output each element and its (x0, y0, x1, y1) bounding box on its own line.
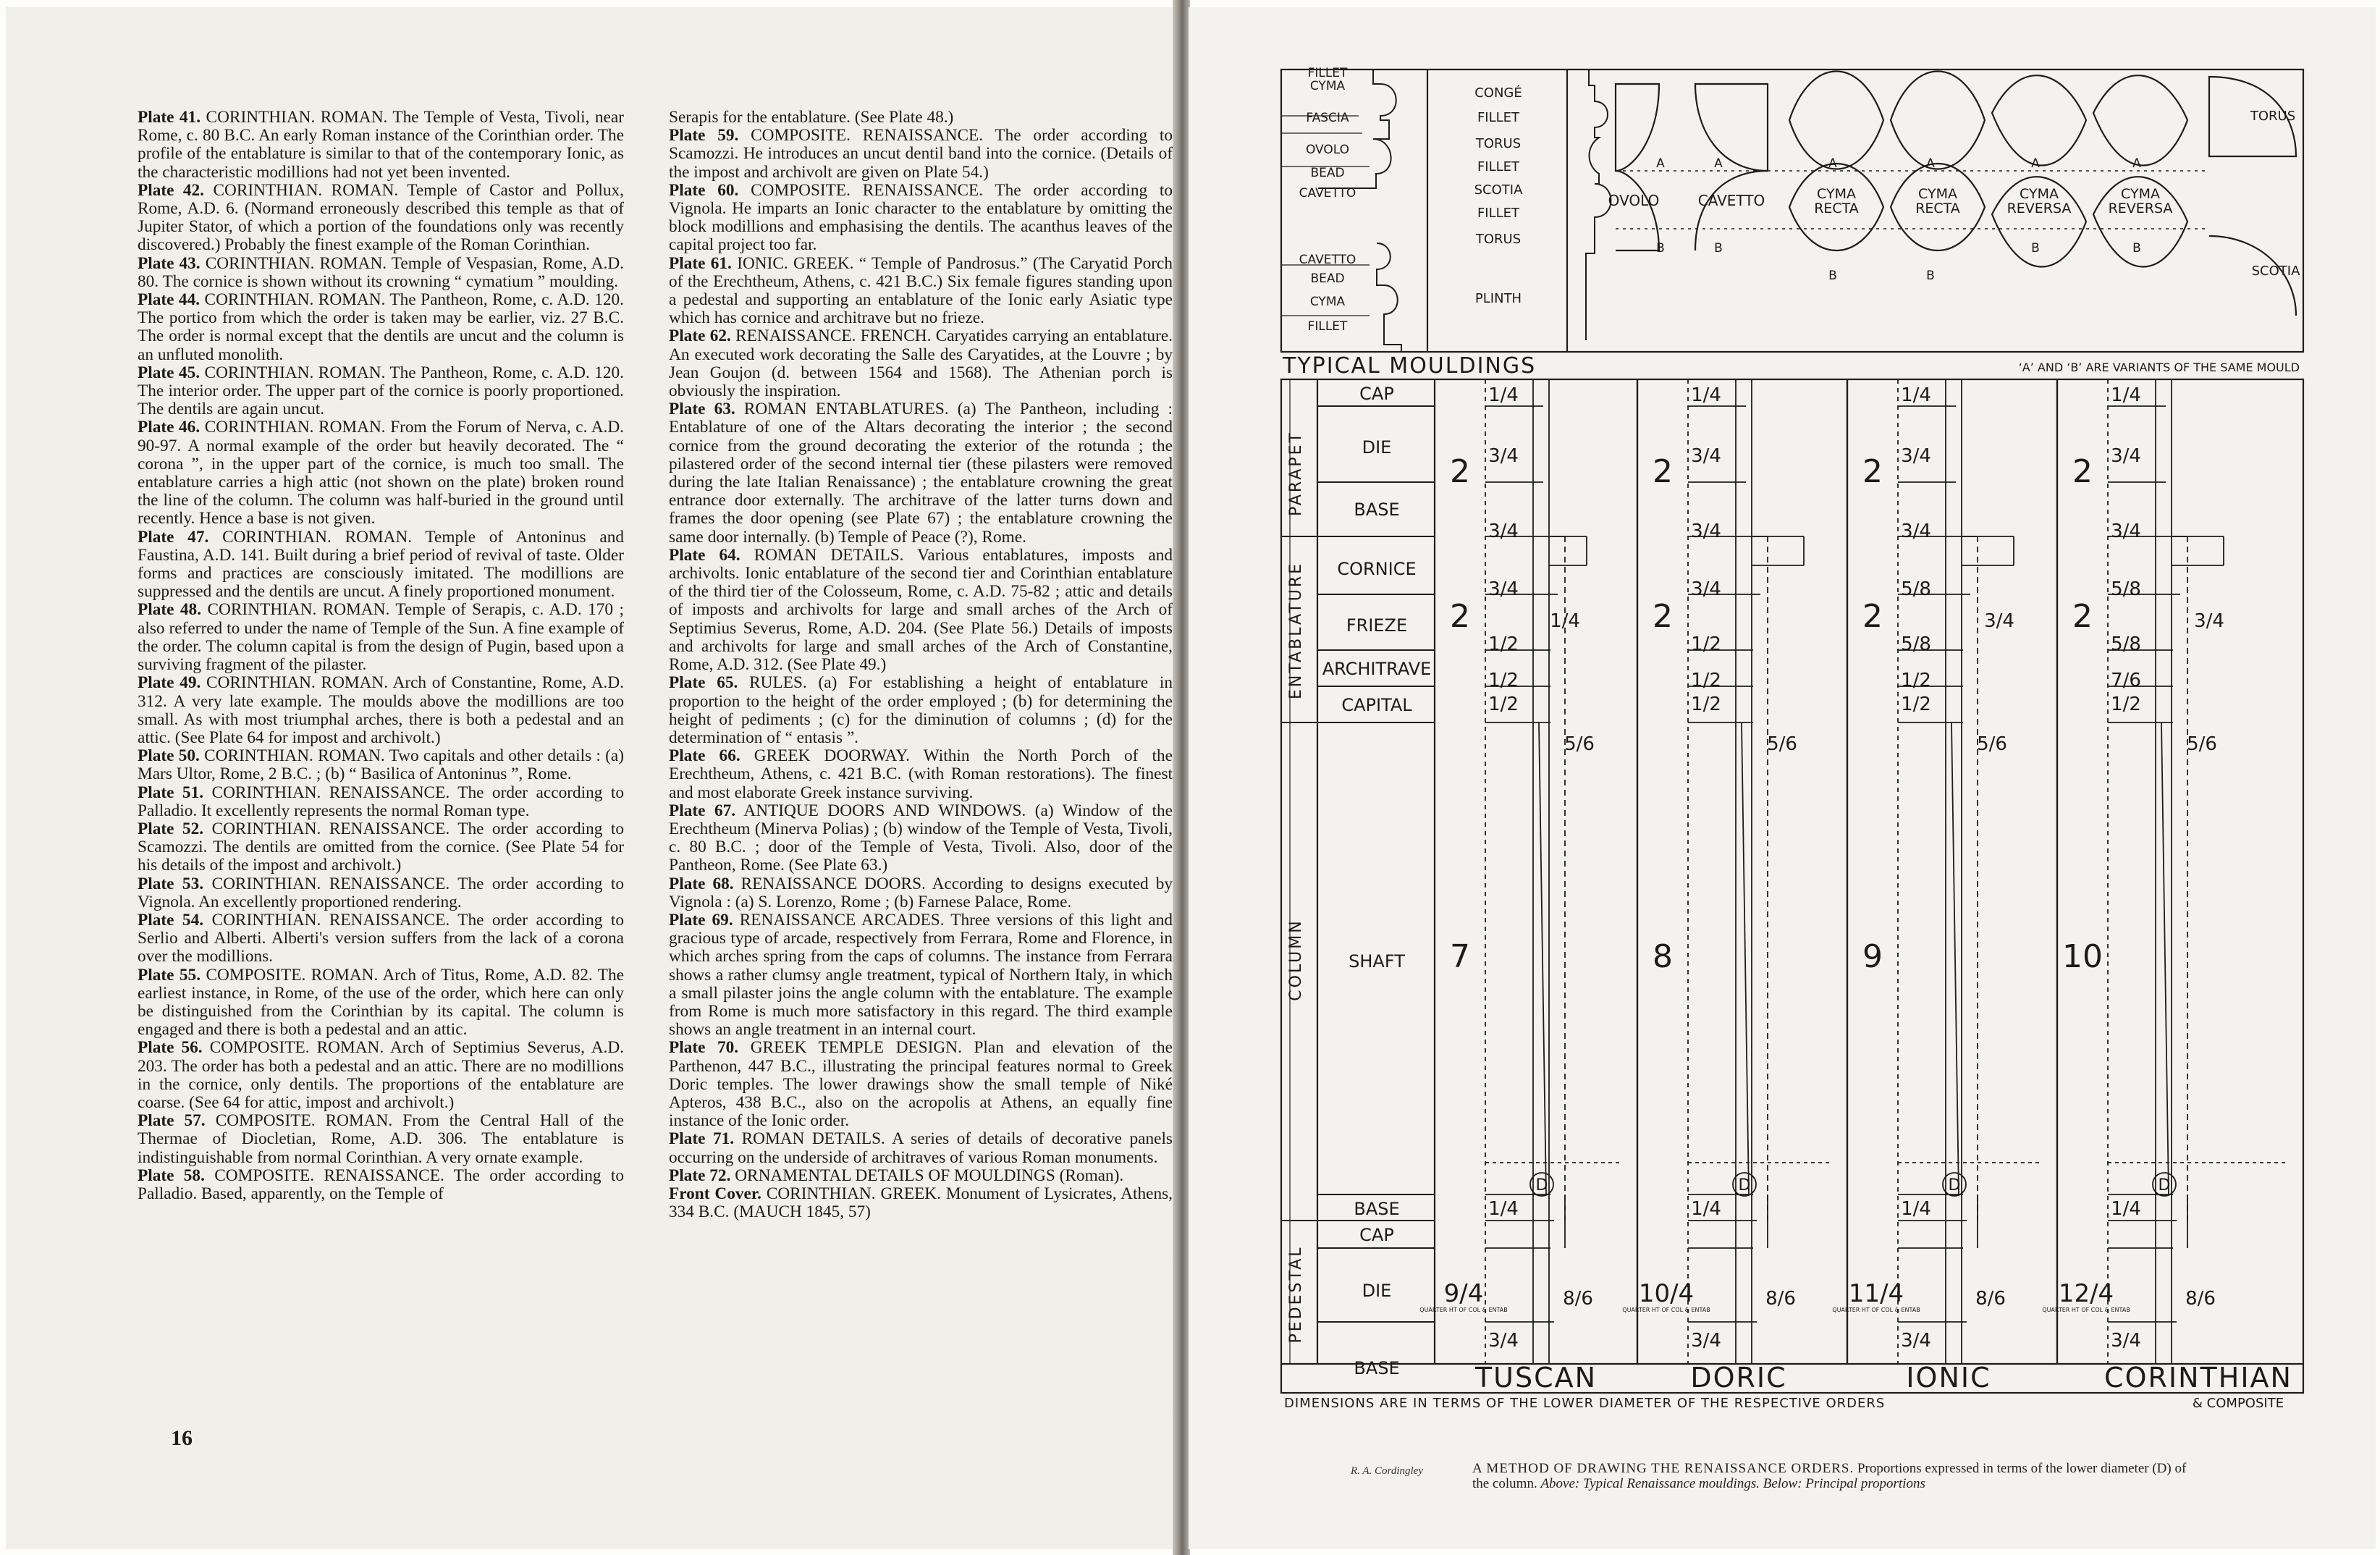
shaft-value: 9 (1862, 938, 1883, 975)
plate-entry (138, 784, 624, 820)
proportion-mark: 1/2 (1901, 694, 1931, 715)
plate-label: Plate 57. (138, 1111, 206, 1131)
entablature-total-value: 2 (1653, 598, 1673, 635)
plate-label: Plate 45. (138, 363, 201, 382)
pedestal-projection-mark: 8/6 (1975, 1288, 2006, 1310)
order-name: DORIC (1690, 1362, 1787, 1394)
plate-description: COMPOSITE. RENAISSANCE. The order according to Palladio. Based, apparently, on the Temple of (138, 1166, 625, 1203)
moulding-profile-label: CYMA (1918, 186, 1957, 202)
moulding-label: FILLET (1307, 66, 1348, 80)
proportion-mark: 3/4 (1691, 445, 1721, 467)
base-moulding-label: FILLET (1477, 159, 1520, 174)
plate-entry (669, 127, 1173, 182)
plate-description: COMPOSITE. ROMAN. Arch of Septimius Severus, A.D. 203. The order has both a pedestal and an attic. There are no modillions in the cornice, only dentils. The proportions of the entablature are coarse. (See 64 for attic, impost and archivolt.) (138, 1038, 624, 1112)
plate-label: Plate 50. (138, 746, 200, 766)
plate-credit: R. A. Cordingley (1351, 1465, 1423, 1477)
variant-a-label: A (1926, 156, 1935, 171)
plate-description: GREEK TEMPLE DESIGN. Plan and elevation of the Parthenon, 447 B.C., illustrating the principal features normal to Greek Doric temples. The lower drawings show the small temple of Niké Apteros, 438 B.C., also on the acropolis at Athens, an equally fine instance of the Ionic order. (669, 1038, 1173, 1131)
proportion-mark: 5/8 (1901, 633, 1931, 655)
plate-description: CORINTHIAN. RENAISSANCE. The order according to Serlio and Alberti. Alberti's version suffers from the lack of a corona over the modillions. (138, 910, 625, 966)
plate-label: Plate 47. (138, 527, 209, 547)
parapet-die-value: 2 (2072, 453, 2093, 490)
variant-b-label: B (2031, 241, 2040, 256)
plate-label: Plate 71. (669, 1129, 735, 1149)
plate-label: Plate 54. (138, 910, 204, 930)
variant-a-label: A (1656, 156, 1665, 171)
plate-entry (138, 820, 624, 875)
plate-description: ANTIQUE DOORS AND WINDOWS. (a) Window of the Erechtheum (Minerva Polias) ; (b) window of the Temple of Vesta, Tivoli, c. 80 B.C. ; door of the Temple of Vesta, Tivoli. Also, door of the Pantheon, Rome. (See Plate 63.) (669, 801, 1173, 875)
order-row-label: CAP (1359, 1225, 1394, 1245)
plate-entry (669, 182, 1173, 255)
proportion-mark: 3/4 (1488, 445, 1519, 467)
plate-label: Plate 69. (669, 910, 733, 930)
proportion-mark: 3/4 (1901, 521, 1931, 542)
plate-label: Plate 59. (669, 126, 739, 146)
projection-mark: 5/6 (2187, 733, 2217, 755)
variant-b-label: B (1926, 269, 1935, 283)
plate-label: Plate 51. (138, 783, 204, 802)
plate-entry (669, 674, 1173, 747)
plate-description: CORINTHIAN. RENAISSANCE. The order according to Palladio. It excellently represents the normal Roman type. (138, 783, 625, 820)
plate-entry (138, 747, 624, 783)
plate-entry (138, 966, 624, 1040)
pedestal-projection-mark: 8/6 (1765, 1288, 1796, 1310)
proportion-mark: 1/2 (1488, 694, 1519, 715)
proportion-mark: 3/4 (1901, 445, 1931, 467)
order-row-label: BASE (1354, 500, 1400, 520)
plate-description: COMPOSITE. RENAISSANCE. The order according to Scamozzi. He introduces an uncut dentil band into the cornice. (Details of the impost and archivolt are given on Plate 54.) (669, 126, 1173, 182)
variant-a-label: A (1828, 156, 1837, 171)
moulding-label: FASCIA (1306, 111, 1349, 125)
frieze-projection-mark: 1/4 (1550, 610, 1580, 632)
proportion-mark: 1/4 (1901, 384, 1931, 406)
quarter-note: QUARTER HT OF COL & ENTAB (1622, 1307, 1710, 1313)
order-name: CORINTHIAN (2104, 1362, 2292, 1394)
plate-description: CORINTHIAN. ROMAN. The Pantheon, Rome, c. A.D. 120. The portico from which the order is taken may be earlier, viz. 27 B.C. The order is normal except that the dentils are uncut and the column is an unfluted monolith. (138, 290, 624, 364)
plate-label: Front Cover. (669, 1184, 761, 1203)
plate-label: Plate 62. (669, 326, 731, 346)
proportion-mark: 3/4 (1488, 521, 1519, 542)
plate-label: Plate 63. (669, 400, 735, 419)
plate-label: Plate 66. (669, 746, 740, 766)
proportion-mark: 1/2 (1901, 670, 1931, 691)
order-row-label: CAPITAL (1341, 695, 1412, 715)
proportion-mark: 5/8 (2111, 633, 2141, 655)
proportion-mark: 1/2 (1691, 633, 1721, 655)
proportion-mark: 1/2 (2111, 694, 2141, 715)
projection-mark: 5/6 (1977, 733, 2007, 755)
plate-entry (138, 1039, 624, 1112)
composite-note: & COMPOSITE (2192, 1396, 2284, 1411)
diameter-symbol: D (1948, 1176, 1961, 1194)
variant-b-label: B (1656, 241, 1665, 256)
plate-entry (669, 1039, 1173, 1130)
plate-label: Plate 48. (138, 600, 202, 620)
text-column-1 (138, 109, 624, 1203)
plate-label: Plate 53. (138, 874, 204, 893)
proportion-mark: 5/8 (2111, 578, 2141, 600)
caption-text: Proportions expressed in terms of the lower diameter (D) of the column. (1472, 1461, 2187, 1491)
text-column-2 (669, 109, 1173, 1221)
proportion-mark: 3/4 (1488, 1330, 1519, 1352)
entablature-total-value: 2 (1450, 598, 1470, 635)
moulding-profile-label: CYMA (2020, 186, 2059, 202)
plate-entry (669, 747, 1173, 802)
plate-entry (138, 418, 624, 528)
plate-label: Plate 61. (669, 253, 732, 273)
pedestal-value: 10/4 (1638, 1279, 1695, 1308)
moulding-profile-label: CYMA (1817, 186, 1856, 202)
plate-label: Plate 41. (138, 108, 201, 127)
pedestal-projection-mark: 8/6 (2185, 1288, 2216, 1310)
pedestal-value: 9/4 (1443, 1279, 1484, 1308)
shaft-value: 7 (1450, 938, 1470, 975)
construction-line (2158, 722, 2171, 1194)
plate-description: CORINTHIAN. ROMAN. Two capitals and other details : (a) Mars Ultor, Rome, 2 B.C. ; (b) “ Basilica of Antoninus ”, Rome. (138, 746, 624, 784)
plate-description: ROMAN ENTABLATURES. (a) The Pantheon, including : Entablature of one of the Altars decorating the interior ; the second cornice from the ground decorating the exterior of the rotunda ; the pilastered order of the second internal tier (these pilasters were removed during the late Italian Renaissance) ; the entablature crowning the great entrance door externally. The architrave of the latter turns down and frames the door opening (see Plate 67) ; the entablature crowning the same door internally. (b) Temple of Peace (?), Rome. (669, 400, 1173, 547)
plate-label: Plate 60. (669, 180, 739, 200)
variant-a-label: A (2132, 156, 2141, 171)
plate-description: RENAISSANCE ARCADES. Three versions of this light and gracious type of arcade, respectively from Ferrara, Rome and Florence, in which arches spring from the caps of columns. The instance from Ferrara shows a rather clumsy angle treatment, typical of Northern Italy, in which a small pilaster joins the angle column with the entablature. The example from Rome is much more satisfactory in this regard. The third example shows an angle treatment in an internal court. (669, 910, 1173, 1040)
proportion-mark: 1/4 (1488, 1198, 1519, 1220)
frieze-projection-mark: 3/4 (1984, 610, 2014, 632)
moulding-profile-label: CYMA (2121, 186, 2160, 202)
quarter-note: QUARTER HT OF COL & ENTAB (1419, 1307, 1508, 1313)
plate-description: IONIC. GREEK. “ Temple of Pandrosus.” (The Caryatid Porch of the Erechtheum, Athens, c. 421 B.C.) Six female figures standing upon a pedestal and supporting an entablature of the Ionic early Asiatic type which has cornice and architrave but no frieze. (669, 253, 1173, 328)
plate-description: RULES. (a) For establishing a height of entablature in proportion to the height of the order employed ; (b) for determining the height of pediments ; (c) for the diminution of columns ; (d) for the determination of “ entasis ”. (669, 673, 1173, 747)
order-row-label: CORNICE (1337, 559, 1417, 579)
base-moulding-label: TORUS (1475, 232, 1522, 247)
base-moulding-label: TORUS (1475, 136, 1522, 151)
mouldings-title: TYPICAL MOULDINGS (1283, 353, 1537, 379)
order-row-label: ARCHITRAVE (1322, 659, 1432, 679)
base-moulding-label: FILLET (1477, 206, 1520, 221)
plate-label: Plate 70. (669, 1038, 739, 1058)
plate-entry (138, 875, 624, 911)
projection-mark: 5/6 (1767, 733, 1797, 755)
order-name: IONIC (1906, 1362, 1991, 1394)
plate-description: CORINTHIAN. RENAISSANCE. The order according to Scamozzi. The dentils are omitted from the cornice. (See Plate 54 for his details of the impost and archivolt.) (138, 819, 625, 875)
plate-label: Plate 52. (138, 819, 204, 838)
moulding-label: OVOLO (1305, 143, 1350, 157)
proportion-mark: 1/4 (2111, 384, 2141, 406)
moulding-label: CYMA (1309, 295, 1346, 309)
parapet-die-value: 2 (1862, 453, 1883, 490)
plate-description: COMPOSITE. ROMAN. From the Central Hall of the Thermae of Diocletian, Rome, A.D. 306. The entablature is indistinguishable from normal Corinthian. A very ornate example. (138, 1111, 624, 1167)
quarter-note: QUARTER HT OF COL & ENTAB (2042, 1307, 2130, 1313)
shaft-value: 8 (1653, 938, 1673, 975)
plate-description: ROMAN DETAILS. A series of details of decorative panels occurring on the underside of architraves of various Roman monuments. (669, 1129, 1173, 1167)
base-moulding-label: FILLET (1477, 110, 1520, 125)
order-row-label: BASE (1354, 1358, 1400, 1378)
proportion-mark: 3/4 (2111, 445, 2141, 467)
moulding-profile-label: CAVETTO (1697, 192, 1765, 209)
proportion-mark: 1/4 (1691, 1198, 1721, 1220)
proportion-mark: 1/4 (1488, 384, 1519, 406)
frieze-projection-mark: 3/4 (2194, 610, 2224, 632)
construction-line (1539, 722, 1546, 1194)
moulding-label: FILLET (1307, 319, 1348, 334)
plate-entry (138, 528, 624, 602)
variant-a-label: A (1714, 156, 1723, 171)
dimensions-note: DIMENSIONS ARE IN TERMS OF THE LOWER DIAMETER OF THE RESPECTIVE ORDERS (1284, 1396, 1886, 1411)
proportion-mark: 1/2 (1488, 670, 1519, 691)
variant-b-label: B (1828, 269, 1837, 283)
plate-entry (669, 1185, 1173, 1221)
plate-entry (138, 364, 624, 419)
plate-label: Plate 56. (138, 1038, 203, 1058)
pedestal-value: 11/4 (1848, 1279, 1904, 1308)
plate-description: CORINTHIAN. ROMAN. Temple of Castor and Pollux, Rome, A.D. 6. (Normand erroneously described this temple as that of Jupiter Stator, of which a portion of the foundations only was recently discovered.) Probably the finest example of the Roman Corinthian. (138, 180, 624, 255)
order-group-label: PEDESTAL (1287, 1245, 1305, 1344)
shaft-value: 10 (2062, 938, 2103, 975)
order-row-label: CAP (1359, 384, 1394, 404)
proportion-mark: 1/4 (2111, 1198, 2141, 1220)
proportion-mark: 3/4 (1691, 578, 1721, 600)
plate-entry (138, 182, 624, 255)
proportion-mark: 1/4 (1691, 384, 1721, 406)
plate-description: CORINTHIAN. ROMAN. Temple of Serapis, c. A.D. 170 ; also referred to under the name of Temple of the Sun. A fine example of the order. The column capital is from the design of Pugin, based upon a surviving fragment of the pilaster. (138, 600, 624, 675)
pedestal-projection-mark: 8/6 (1563, 1288, 1593, 1310)
plate-entry (138, 1167, 624, 1203)
proportion-mark: 3/4 (1488, 578, 1519, 600)
proportion-mark: 1/2 (1488, 633, 1519, 655)
proportion-mark: 1/4 (1901, 1198, 1931, 1220)
plate-entry (669, 547, 1173, 674)
order-row-label: FRIEZE (1346, 615, 1408, 636)
plate-description: CORINTHIAN. GREEK. Monument of Lysicrates, Athens, 334 B.C. (MAUCH 1845, 57) (669, 1184, 1173, 1222)
diameter-symbol: D (1535, 1176, 1548, 1194)
plate-label: Plate 55. (138, 965, 201, 985)
entablature-total-value: 2 (1862, 598, 1883, 635)
quarter-note: QUARTER HT OF COL & ENTAB (1832, 1307, 1920, 1313)
plate-label: Plate 72. (669, 1166, 731, 1185)
plate-entry (669, 109, 1173, 127)
proportion-mark: 3/4 (2111, 521, 2141, 542)
proportion-mark: 3/4 (1691, 521, 1721, 542)
plate-entry (669, 1167, 1173, 1185)
plate-description: RENAISSANCE. FRENCH. Caryatides carrying an entablature. An executed work decorating the Salle des Caryatides, at the Louvre ; by Jean Goujon (d. between 1564 and 1568). The Athenian porch is obviously the inspiration. (669, 326, 1173, 401)
plate-entry (669, 1130, 1173, 1166)
parapet-die-value: 2 (1653, 453, 1673, 490)
plate-description: CORINTHIAN. ROMAN. From the Forum of Nerva, c. A.D. 90-97. A normal example of the order but heavily decorated. The “ corona ”, in the upper part of the cornice, is much too small. The entablature carries a high attic (not shown on the plate) broken round the line of the column. The column was half-buried in the ground until recently. Hence a base is not given. (138, 418, 625, 528)
base-moulding-label: SCOTIA (1474, 182, 1523, 198)
order-row-label: SHAFT (1349, 951, 1405, 972)
plate-entry (669, 802, 1173, 875)
order-row-label: DIE (1362, 437, 1392, 458)
plate-description: Serapis for the entablature. (See Plate 48.) (669, 108, 954, 127)
moulding-label: CYMA (1309, 79, 1346, 93)
plate-description: GREEK DOORWAY. Within the North Porch of the Erechtheum, Athens, c. 421 B.C. (with Roman restorations). The finest and most elaborate Greek instance surviving. (669, 746, 1173, 802)
proportion-mark: 3/4 (2111, 1330, 2141, 1352)
order-group-label: ENTABLATURE (1287, 561, 1305, 700)
proportion-mark: 1/2 (1691, 670, 1721, 691)
moulding-profile-label: RECTA (1814, 201, 1859, 216)
plate-entry (669, 875, 1173, 911)
plate-label: Plate 49. (138, 673, 201, 693)
proportion-mark: 1/2 (1691, 694, 1721, 715)
plate-description: CORINTHIAN. ROMAN. The Pantheon, Rome, c. A.D. 120. The interior order. The upper part of the cornice is poorly proportioned. The dentils are again uncut. (138, 363, 624, 419)
moulding-label: CAVETTO (1299, 186, 1356, 201)
moulding-label: BEAD (1310, 271, 1345, 286)
plate-label: Plate 42. (138, 180, 205, 200)
moulding-profile-label: REVERSA (2108, 201, 2173, 216)
moulding-label: CAVETTO (1299, 253, 1356, 267)
caption-above: Above: Typical Renaissance mouldings. (1540, 1476, 1760, 1491)
pedestal-value: 12/4 (2058, 1279, 2114, 1308)
plate-description: ROMAN DETAILS. Various entablatures, imposts and archivolts. Ionic entablature of the second tier and Corinthian entablature of the third tier of the Colosseum, Rome, c. A.D. 75-82 ; attic and details of imposts and archivolts for large and small arches of the Arch of Septimius Severus, Rome, A.D. 204. (See Plate 56.) Details of imposts and archivolts for large and small arches of the Arch of Constantine, Rome, A.D. 312. (See Plate 49.) (669, 545, 1173, 675)
plate-entry (138, 601, 624, 674)
plate-caption (1472, 1461, 2203, 1491)
plate-entry (138, 109, 624, 182)
plate-label: Plate 58. (138, 1166, 205, 1185)
proportion-mark: 3/4 (1691, 1330, 1721, 1352)
plate-entry (138, 291, 624, 364)
proportion-mark: 5/8 (1901, 578, 1931, 600)
orders-diagram (1268, 26, 2325, 1467)
plate-entry (669, 911, 1173, 1039)
plate-label: Plate 68. (669, 874, 734, 893)
plate-description: CORINTHIAN. ROMAN. Temple of Vespasian, Rome, A.D. 80. The cornice is shown without its crowning “ cymatium ” moulding. (138, 253, 624, 291)
plate-description: CORINTHIAN. RENAISSANCE. The order according to Vignola. An excellently proportioned rendering. (138, 874, 625, 911)
page-number: 16 (171, 1426, 193, 1450)
diameter-symbol: D (1738, 1176, 1751, 1194)
proportion-mark: 7/6 (2111, 670, 2141, 691)
variant-b-label: B (1714, 241, 1723, 256)
plate-description: CORINTHIAN. ROMAN. The Temple of Vesta, Tivoli, near Rome, c. 80 B.C. An early Roman instance of the Corinthian order. The profile of the entablature is similar to that of the contemporary Ionic, as the characteristic modillions had not yet been invented. (138, 108, 624, 182)
plate-entry (669, 400, 1173, 547)
plate-entry (669, 255, 1173, 328)
moulding-profile-label: REVERSA (2006, 201, 2072, 216)
entablature-total-value: 2 (2072, 598, 2093, 635)
plate-entry (669, 327, 1173, 400)
plate-label: Plate 43. (138, 253, 201, 273)
plate-description: COMPOSITE. ROMAN. Arch of Titus, Rome, A.D. 82. The earliest instance, in Rome, of the use of the order, which here can only be distinguished from the Corinthian by its capital. The column is engaged and there is both a pedestal and an attic. (138, 965, 624, 1040)
construction-line (1742, 722, 1749, 1194)
moulding-profile-label: RECTA (1915, 201, 1960, 216)
plate-description: CORINTHIAN. ROMAN. Temple of Antoninus and Faustina, A.D. 141. Built during a brief period of revival of taste. Older forms and practices are consciously imitated. The modillions are suppressed and the dentils are uncut. A finely proportioned monument. (138, 527, 624, 602)
caption-below: Below: Principal proportions (1763, 1476, 1925, 1491)
plate-label: Plate 64. (669, 545, 740, 565)
order-group-label: COLUMN (1287, 919, 1305, 1001)
order-row-label: DIE (1362, 1281, 1392, 1301)
caption-title: A METHOD OF DRAWING THE RENAISSANCE ORDERS. (1472, 1461, 1854, 1476)
base-moulding-label: CONGÉ (1474, 85, 1522, 101)
diameter-symbol: D (2158, 1176, 2171, 1194)
book-gutter (1173, 0, 1190, 1555)
base-moulding-label: PLINTH (1474, 291, 1522, 306)
plate-description: RENAISSANCE DOORS. According to designs executed by Vignola : (a) S. Lorenzo, Rome ; (b) Farnese Palace, Rome. (669, 874, 1173, 911)
order-name: TUSCAN (1474, 1362, 1598, 1394)
moulding-label: BEAD (1310, 166, 1345, 180)
moulding-label: SCOTIA (2251, 264, 2300, 279)
construction-line (1948, 722, 1961, 1194)
plate-entry (138, 1112, 624, 1167)
plate-label: Plate 46. (138, 418, 201, 437)
plate-description: CORINTHIAN. ROMAN. Arch of Constantine, Rome, A.D. 312. A very late example. The moulds above the modillions are too small. As with most triumphal arches, there is both a pedestal and an attic. (See Plate 64 for impost and archivolt.) (138, 673, 624, 747)
plate-label: Plate 44. (138, 290, 201, 310)
plate-entry (138, 674, 624, 747)
mouldings-note: ‘A’ AND ‘B’ ARE VARIANTS OF THE SAME MOULD (2018, 361, 2300, 374)
variant-a-label: A (2031, 156, 2040, 171)
order-row-label: BASE (1354, 1199, 1400, 1219)
projection-mark: 5/6 (1564, 733, 1595, 755)
moulding-profile-label: OVOLO (1608, 192, 1660, 209)
variant-b-label: B (2132, 241, 2141, 256)
moulding-label: TORUS (2250, 109, 2296, 124)
plate-label: Plate 67. (669, 801, 736, 820)
parapet-die-value: 2 (1450, 453, 1470, 490)
left-page (6, 7, 1178, 1549)
plate-label: Plate 65. (669, 673, 738, 693)
plate-entry (138, 911, 624, 966)
order-group-label: PARAPET (1287, 431, 1305, 516)
plate-description: ORNAMENTAL DETAILS OF MOULDINGS (Roman). (735, 1166, 1124, 1185)
plate-description: COMPOSITE. RENAISSANCE. The order according to Vignola. He imparts an Ionic character to the entablature by omitting the block modillions and emphasising the dentils. The acanthus leaves of the capital project too far. (669, 180, 1173, 255)
proportion-mark: 3/4 (1901, 1330, 1931, 1352)
plate-entry (138, 255, 624, 291)
